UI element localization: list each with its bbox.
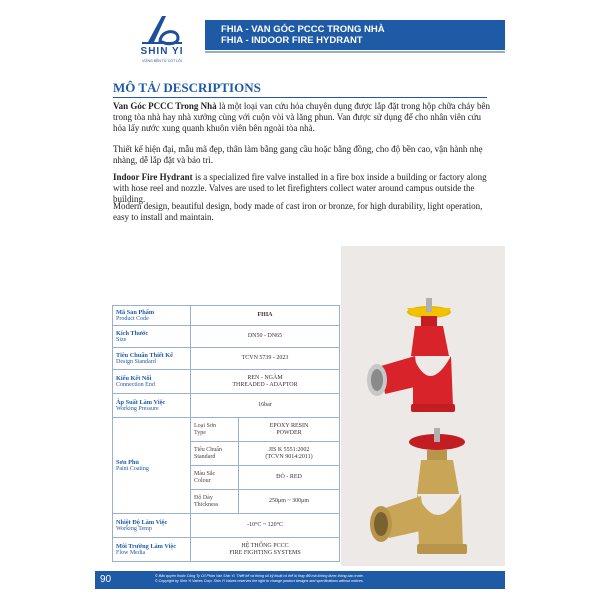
spec-sublabel-en: Thickness [194, 501, 219, 508]
spec-label-vi: Nhiệt Độ Làm Việc [116, 518, 168, 526]
spec-value-line: REN - NGÀM [247, 374, 283, 381]
spec-label-en: Product Code [116, 315, 149, 322]
logo-name: SHIN YI [140, 46, 184, 57]
description-en [113, 172, 493, 204]
spec-value-line: EPOXY RESIN [269, 422, 309, 429]
spec-label-en: Size [116, 336, 127, 343]
page-title [205, 20, 505, 50]
table-row [113, 348, 340, 370]
spec-sublabel-vi: Tiêu Chuẩn [194, 446, 222, 453]
spec-label-vi: Sơn Phủ [116, 458, 139, 466]
spec-value-line: FIRE FIGHTING SYSTEMS [229, 549, 301, 556]
spec-label-vi: Áp Suất Làm Việc [116, 398, 166, 406]
spec-label-vi: Tiêu Chuẩn Thiết Kế [116, 351, 173, 359]
spec-value: -10°C ~ 120°C [191, 514, 340, 538]
header [95, 12, 505, 70]
table-row [113, 514, 340, 538]
catalog-page [95, 0, 505, 600]
copyright-en: © Copyright by Shin Yi Valves Corp. Shin Yi Valves reserves the right to change product designs and specifications without notices. [155, 579, 364, 583]
shinyi-logo-icon [140, 12, 184, 46]
spec-value [239, 418, 340, 442]
description-divider [113, 97, 487, 98]
table-row [113, 418, 340, 442]
spec-table [112, 305, 340, 562]
spec-value-line: (TCVN 9014:2011) [265, 453, 313, 460]
spec-sublabel-vi: Màu Sắc [194, 470, 216, 477]
spec-label-vi: Mã Sản Phẩm [116, 308, 155, 316]
title-divider [205, 51, 505, 53]
table-row [113, 370, 340, 394]
table-row [113, 326, 340, 348]
spec-value [239, 442, 340, 466]
spec-value: 250μm ~ 300μm [239, 490, 340, 514]
spec-value [191, 370, 340, 394]
spec-label-en: Flow Media [116, 549, 146, 556]
spec-sublabel-vi: Loại Sơn [194, 422, 217, 429]
spec-label-vi: Môi Trường Làm Việc [116, 542, 177, 550]
spec-label-vi: Kiểu Kết Nối [116, 374, 152, 382]
spec-value-line: JIS K 5551:2002 [268, 446, 310, 453]
spec-value: DN50 - DN65 [191, 326, 340, 348]
page-title-en: FHIA - INDOOR FIRE HYDRANT [221, 35, 363, 46]
red-valve-icon [367, 298, 455, 412]
copyright-vi: © Bản quyền thuộc Công Ty Cổ Phần Van Shin Yi. Thiết kế và thông số kỹ thuật có thể bị thay đổi mà không được thông báo trước. [155, 574, 364, 578]
spec-value-line: THREADED - ADAPTOR [232, 381, 298, 388]
logo-tagline: VỮNG BỀN TỪ CỐT LÕI [142, 59, 182, 63]
spec-label-en: Working Temp [116, 525, 152, 532]
description-vi-2: Thiết kế hiện đại, mẫu mã đẹp, thân làm bằng gang cầu hoặc bằng đồng, cho độ bền cao, vận hành nhẹ nhàng, dễ lắp đặt và bảo trì. [113, 144, 483, 165]
page-title-vi: FHIA - VAN GÓC PCCC TRONG NHÀ [221, 24, 385, 35]
page-footer [95, 571, 505, 589]
fire-hydrant-valves-image [341, 246, 505, 566]
page-number: 90 [100, 574, 112, 585]
table-row [113, 306, 340, 326]
description-en-text: is a specialized fire valve installed in a fire box inside a building or factory along with hose reel and nozzle. Valves are used to let firefighters collect water around campus outside the building. [113, 172, 487, 204]
spec-sublabel-en: Colour [194, 477, 211, 484]
spec-label-en: Design Standard [116, 358, 156, 365]
spec-value-line: HỆ THỐNG PCCC [241, 542, 289, 549]
spec-label-en: Connection End [116, 381, 155, 388]
spec-label-vi: Kích Thước [116, 329, 149, 337]
description-en-bold: Indoor Fire Hydrant [113, 172, 193, 182]
brass-valve-icon [370, 428, 467, 554]
spec-label-en: Working Pressure [116, 405, 159, 412]
spec-value [191, 538, 340, 562]
spec-value: 16bar [191, 394, 340, 418]
table-row [113, 394, 340, 418]
table-row [113, 538, 340, 562]
spec-sublabel-en: Standard [194, 453, 216, 460]
company-logo [132, 12, 192, 70]
product-photo [341, 246, 505, 566]
spec-value-line: POWDER [276, 429, 302, 436]
description-vi-text: là một loại van cứu hỏa chuyên dụng được lắp đặt trong hộp chữa cháy bên trong tòa nhà hay nhà xưởng cùng với cuộn vòi và lăng phun. Van được sử dụng để cho nhân viên cứu hỏa lấy nước xung quanh khuôn viên bên ngoài tòa nhà. [113, 101, 491, 133]
spec-value: FHIA [191, 306, 340, 326]
copyright-notice [155, 574, 500, 584]
description-en-2: Modern design, beautiful design, body made of cast iron or bronze, for high durability, light operation, easy to install and maintain. [113, 201, 483, 222]
description-heading: MÔ TẢ/ DESCRIPTIONS [113, 80, 261, 95]
spec-value: ĐỎ - RED [239, 466, 340, 490]
spec-sublabel-vi: Độ Dày [194, 494, 213, 501]
description-vi-bold: Van Góc PCCC Trong Nhà [113, 101, 217, 111]
spec-value: TCVN 5739 - 2023 [191, 348, 340, 370]
spec-label-en: Paint Coating [116, 465, 149, 472]
spec-sublabel-en: Type [194, 429, 206, 436]
description-vi [113, 101, 493, 133]
